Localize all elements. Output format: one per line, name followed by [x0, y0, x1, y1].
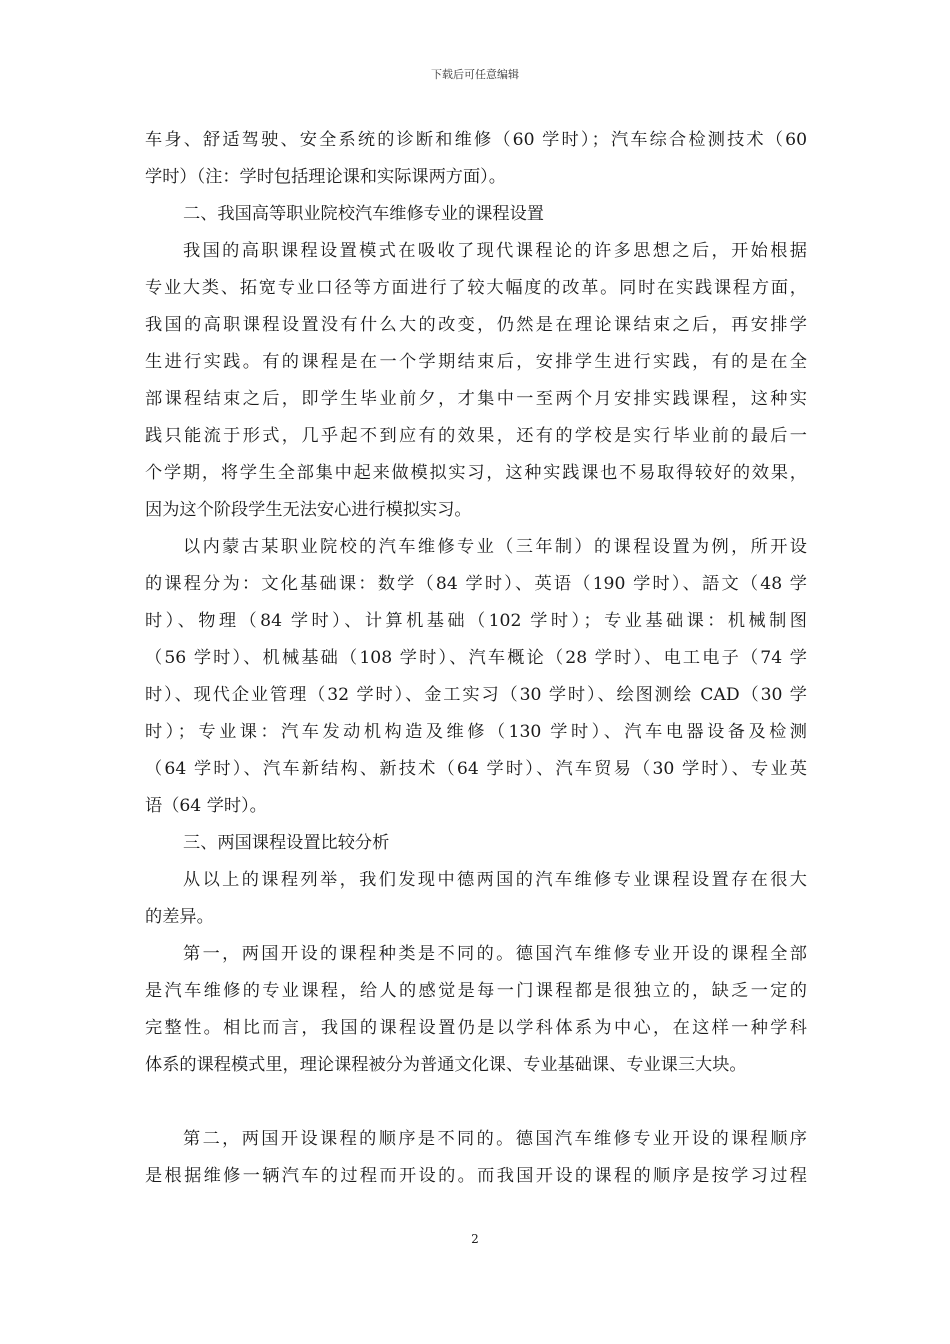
- paragraph-line: （56 学时）、机械基础（108 学时）、汽车概论（28 学时）、电工电子（74 学: [145, 648, 807, 668]
- paragraph-line: （64 学时）、汽车新结构、新技术（64 学时）、汽车贸易（30 学时）、专业英: [145, 759, 807, 779]
- page-number: 2: [471, 1232, 479, 1246]
- paragraph-line: 的课程分为：文化基础课：数学（84 学时）、英语（190 学时）、語文（48 学: [145, 574, 807, 594]
- paragraph-line: 践只能流于形式，几乎起不到应有的效果，还有的学校是实行毕业前的最后一: [145, 426, 807, 446]
- page-header: 下载后可任意编辑: [431, 68, 519, 81]
- paragraph-line: 学时）（注：学时包括理论课和实际课两方面）。: [145, 167, 506, 187]
- paragraph-line: 我国的高职课程设置没有什么大的改变，仍然是在理论课结束之后，再安排学: [145, 315, 807, 335]
- paragraph-line: 完整性。相比而言，我国的课程设置仍是以学科体系为中心，在这样一种学科: [145, 1018, 807, 1038]
- paragraph-line: 体系的课程模式里，理论课程被分为普通文化课、专业基础课、专业课三大块。: [145, 1055, 747, 1075]
- paragraph-line: 从以上的课程列举，我们发现中德两国的汽车维修专业课程设置存在很大: [183, 870, 807, 890]
- paragraph-line: 的差异。: [145, 907, 214, 927]
- paragraph-line: 车身、舒适驾驶、安全系统的诊断和维修（60 学时）；汽车综合检测技术（60: [145, 130, 807, 150]
- paragraph-line: 第二，两国开设课程的顺序是不同的。德国汽车维修专业开设的课程顺序: [183, 1129, 807, 1149]
- paragraph-line: 以内蒙古某职业院校的汽车维修专业（三年制）的课程设置为例，所开设: [183, 537, 807, 557]
- paragraph-line: 我国的高职课程设置模式在吸收了现代课程论的许多思想之后，开始根据: [183, 241, 807, 261]
- paragraph-line: 时）、物理（84 学时）、计算机基础（102 学时）；专业基础课：机械制图: [145, 611, 807, 631]
- section-heading: 三、两国课程设置比较分析: [183, 833, 390, 853]
- paragraph-line: 个学期，将学生全部集中起来做模拟实习，这种实践课也不易取得较好的效果，: [145, 463, 807, 483]
- paragraph-line: 语（64 学时）。: [145, 796, 267, 816]
- document-body: [145, 122, 807, 1195]
- paragraph-line: 是汽车维修的专业课程，给人的感觉是每一门课程都是很独立的，缺乏一定的: [145, 981, 807, 1001]
- paragraph-line: 生进行实践。有的课程是在一个学期结束后，安排学生进行实践，有的是在全: [145, 352, 807, 372]
- paragraph-line: 因为这个阶段学生无法安心进行模拟实习。: [145, 500, 472, 520]
- paragraph-gap: [145, 1084, 807, 1121]
- paragraph-line: 是根据维修一辆汽车的过程而开设的。而我国开设的课程的顺序是按学习过程: [145, 1166, 807, 1186]
- section-heading: 二、我国高等职业院校汽车维修专业的课程设置: [183, 204, 544, 224]
- paragraph-line: 第一，两国开设的课程种类是不同的。德国汽车维修专业开设的课程全部: [183, 944, 807, 964]
- paragraph-line: 时）；专业课：汽车发动机构造及维修（130 学时）、汽车电器设备及检测: [145, 722, 807, 742]
- paragraph-line: 部课程结束之后，即学生毕业前夕，才集中一至两个月安排实践课程，这种实: [145, 389, 807, 409]
- paragraph-line: 专业大类、拓宽专业口径等方面进行了较大幅度的改革。同时在实践课程方面，: [145, 278, 807, 298]
- paragraph-line: 时）、现代企业管理（32 学时）、金工实习（30 学时）、绘图测绘 CAD（30 学: [145, 685, 807, 705]
